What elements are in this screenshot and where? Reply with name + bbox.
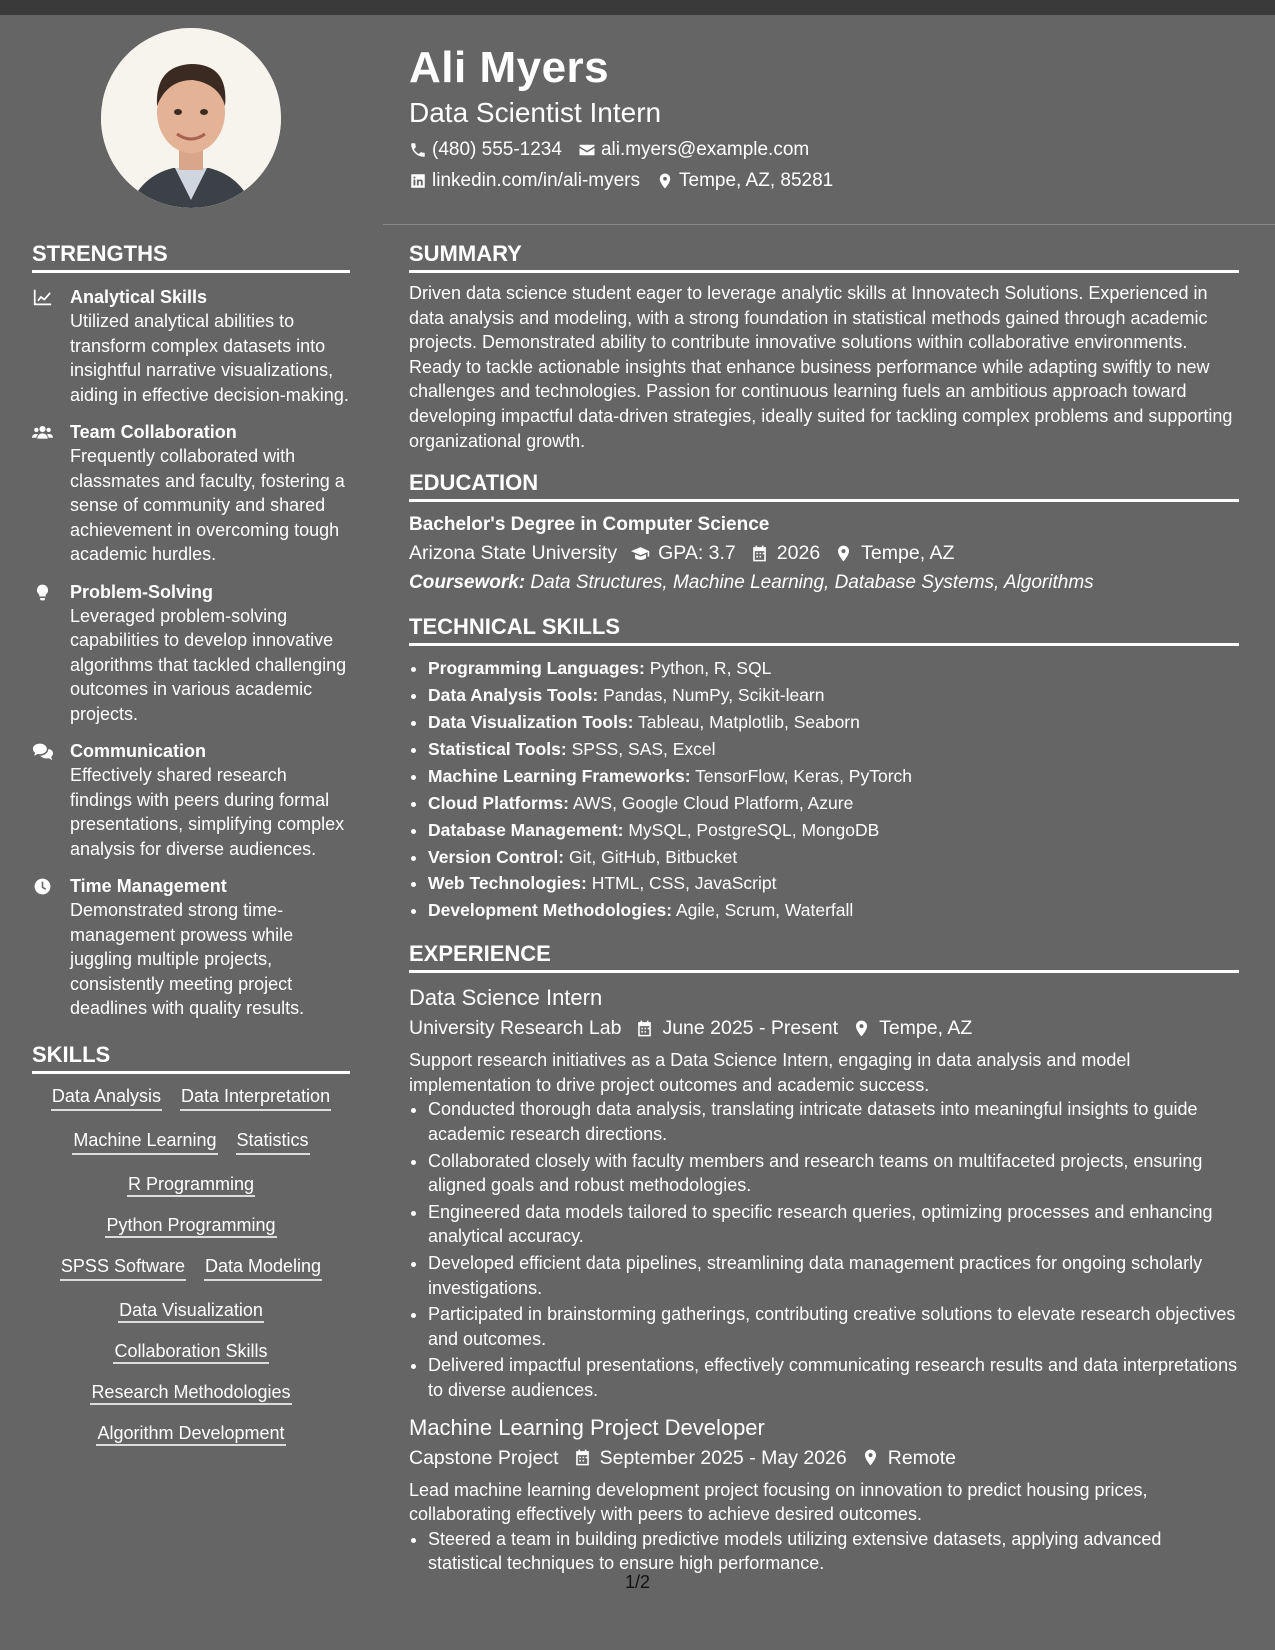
strength-title: Time Management (70, 876, 227, 896)
map-marker-icon (852, 1019, 871, 1038)
strength-desc: Demonstrated strong time-management prowess while juggling multiple projects, consistently meeting project deadlines with quality results. (70, 900, 305, 1018)
job-entry (409, 984, 1239, 1402)
tech-skill-value: Agile, Scrum, Waterfall (675, 900, 854, 921)
envelope-icon (578, 141, 596, 159)
tech-skill-label: Development Methodologies: (428, 900, 673, 921)
tech-skill-value: HTML, CSS, JavaScript (591, 873, 777, 894)
technical-skills-heading: TECHNICAL SKILLS (409, 611, 1239, 646)
list-item (428, 655, 1239, 682)
tech-skill-label: Web Technologies: (428, 873, 587, 894)
education-heading: EDUCATION (409, 467, 1239, 502)
lightbulb-icon (32, 583, 53, 602)
skill-tag-text: R Programming (127, 1174, 255, 1197)
strength-title: Problem-Solving (70, 581, 214, 602)
strength-item (32, 874, 350, 1021)
skill-tag: Data Modeling (204, 1254, 322, 1281)
strength-title: Analytical Skills (70, 287, 208, 307)
tech-skill-value: Git, GitHub, Bitbucket (569, 846, 738, 867)
tech-skill-label: Cloud Platforms: (428, 792, 569, 813)
strength-desc: Effectively shared research findings with peers during formal presentations, simplifying complex analysis for diverse audiences. (70, 765, 345, 859)
graduation-cap-icon (631, 544, 650, 563)
tech-skill-value: Python, R, SQL (649, 658, 772, 679)
map-marker-icon (834, 544, 853, 563)
top-bar (0, 0, 1275, 15)
tech-skill-label: Data Visualization Tools: (428, 711, 634, 732)
location-text: Tempe, AZ, 85281 (679, 170, 834, 191)
strengths-list (32, 285, 350, 1021)
tech-skill-label: Data Analysis Tools: (428, 685, 599, 706)
job-description: Support research initiatives as a Data Science Intern, engaging in data analysis and model implementation to drive project outcomes and academic success. (409, 1050, 1131, 1095)
job-title: Machine Learning Project Developer (409, 1414, 765, 1440)
map-marker-icon (861, 1448, 880, 1467)
job-title: Data Science Intern (409, 985, 603, 1011)
list-item: • Delivered impactful presentations, effectively communicating research results and data interpretations to diverse audiences. (428, 1353, 1239, 1402)
right-column (409, 238, 1239, 1578)
degree-title: Bachelor's Degree in Computer Science (409, 514, 770, 536)
list-item: • Collaborated closely with faculty members and research teams on multifaceted projects, ensuring aligned goals and robust methodologies. (428, 1149, 1239, 1198)
phone-text[interactable]: (480) 555-1234 (432, 139, 562, 160)
linkedin-link[interactable]: linkedin.com/in/ali-myers (432, 170, 641, 191)
list-item (428, 709, 1239, 736)
strength-item (32, 420, 350, 567)
gpa-text: GPA: 3.7 (658, 542, 736, 565)
skill-tag (36, 1421, 346, 1445)
contact-row-1 (409, 139, 1239, 161)
skills-list (32, 1084, 350, 1445)
tech-skill-label: Statistical Tools: (428, 738, 567, 759)
calendar-icon (573, 1448, 592, 1467)
strength-item (32, 580, 350, 727)
skill-tag: Data Interpretation (180, 1084, 331, 1111)
skill-tag-text: Research Methodologies (90, 1382, 291, 1405)
list-item: • Conducted thorough data analysis, translating intricate datasets into meaningful insights to guide academic research directions. (428, 1097, 1239, 1146)
strength-desc: Frequently collaborated with classmates and faculty, fostering a sense of community and shared achievement in overcoming tough academic hurdles. (70, 446, 345, 564)
strengths-heading: STRENGTHS (32, 238, 350, 273)
graduation-year: 2026 (776, 542, 821, 565)
tech-skill-label: Programming Languages: (428, 658, 645, 679)
job-org: University Research Lab (409, 1017, 622, 1040)
tech-skill-value: Pandas, NumPy, Scikit-learn (603, 685, 825, 706)
tech-skill-label: Database Management: (428, 819, 624, 840)
candidate-title: Data Scientist Intern (409, 97, 662, 128)
list-item (428, 763, 1239, 790)
left-column (32, 238, 350, 1445)
list-item (428, 897, 1239, 924)
education-location: Tempe, AZ (861, 542, 955, 565)
list-item (428, 844, 1239, 871)
candidate-name: Ali Myers (409, 43, 610, 92)
skill-tag: Data Analysis (51, 1084, 162, 1111)
skill-tag-text: Data Visualization (118, 1300, 264, 1323)
calendar-icon (750, 544, 769, 563)
job-bullets (409, 1527, 1239, 1576)
education-meta (409, 539, 1239, 567)
skill-tag: SPSS Software (60, 1254, 186, 1281)
chart-line-icon (32, 288, 53, 307)
list-item: • Engineered data models tailored to specific research queries, optimizing processes and enhancing analytical accuracy. (428, 1200, 1239, 1249)
skill-tag-text: Python Programming (105, 1215, 276, 1238)
email-item (578, 139, 809, 161)
skills-heading: SKILLS (32, 1039, 350, 1074)
contact-row-2 (409, 170, 1239, 192)
phone-item (409, 139, 562, 161)
job-description: Lead machine learning development project focusing on innovation to predict housing prices, collaborating effectively with peers to achieve desired outcomes. (409, 1479, 1148, 1525)
list-item (428, 682, 1239, 709)
job-meta (409, 1014, 1239, 1042)
school-name: Arizona State University (409, 542, 618, 565)
calendar-icon (635, 1019, 654, 1038)
job-entry (409, 1414, 1239, 1576)
tech-skill-label: Machine Learning Frameworks: (428, 765, 691, 786)
skill-tag (36, 1339, 346, 1363)
tech-skill-value: TensorFlow, Keras, PyTorch (695, 765, 913, 786)
summary-text: Driven data science student eager to leverage analytic skills at Innovatech Solutions. Experienced in data analysis and modeling, with a strong foundation in statistical methods gained through academic projects. Demonstrated ability to contribute innovative solutions within collaborative environments. Ready to tackle actionable insights that enhance business performance while adapting swiftly to new challenges and technologies. Passion for continuous learning fuels an ambitious approach toward developing impactful data-driven strategies, ideally suited for tackling complex problems and supporting organizational growth. (409, 283, 1233, 451)
skill-tag: Statistics (236, 1128, 310, 1155)
users-icon (32, 423, 53, 442)
job-dates: June 2025 - Present (662, 1017, 839, 1040)
job-meta (409, 1444, 1239, 1472)
phone-icon (409, 141, 427, 159)
resume-header (409, 40, 1239, 192)
list-item (428, 790, 1239, 817)
list-item (428, 870, 1239, 897)
tech-skill-value: AWS, Google Cloud Platform, Azure (572, 792, 854, 813)
skill-tag-text: Collaboration Skills (113, 1341, 268, 1364)
tech-skill-label: Version Control: (428, 846, 565, 867)
experience-heading: EXPERIENCE (409, 938, 1239, 973)
skill-tag (36, 1298, 346, 1322)
page-indicator: 1/2 (624, 1572, 651, 1592)
list-item (428, 817, 1239, 844)
email-link[interactable]: ali.myers@example.com (600, 139, 810, 160)
tech-skill-value: SPSS, SAS, Excel (571, 738, 716, 759)
list-item (428, 736, 1239, 763)
skill-tag (36, 1213, 346, 1237)
strength-title: Team Collaboration (70, 422, 237, 442)
location-item (656, 170, 833, 192)
summary-heading: SUMMARY (409, 238, 1239, 273)
comments-icon (32, 742, 53, 761)
profile-photo (101, 28, 281, 208)
skill-tag: Machine Learning (72, 1128, 217, 1155)
job-org: Capstone Project (409, 1446, 559, 1469)
strength-item (32, 285, 350, 407)
list-item: • Steered a team in building predictive models utilizing extensive datasets, applying advanced statistical techniques to ensure high performance. (428, 1527, 1239, 1576)
map-marker-icon (656, 172, 674, 190)
strength-desc: Utilized analytical abilities to transform complex datasets into insightful narrative visualizations, aiding in effective decision-making. (70, 311, 349, 405)
list-item: • Participated in brainstorming gatherings, contributing creative solutions to elevate research objectives and outcomes. (428, 1302, 1239, 1351)
job-location: Remote (887, 1446, 957, 1469)
skill-tag (36, 1172, 346, 1196)
job-dates: September 2025 - May 2026 (599, 1446, 847, 1469)
coursework-text: Data Structures, Machine Learning, Database Systems, Algorithms (530, 572, 1094, 594)
tech-skill-value: MySQL, PostgreSQL, MongoDB (628, 819, 880, 840)
header-divider (383, 224, 1275, 225)
coursework-line (409, 569, 1239, 597)
strength-desc: Leveraged problem-solving capabilities to develop innovative algorithms that tackled challenging outcomes in various academic projects. (70, 605, 347, 724)
technical-skills-list (409, 655, 1239, 924)
linkedin-icon (409, 172, 427, 190)
list-item: • Developed efficient data pipelines, streamlining data management practices for ongoing scholarly investigations. (428, 1251, 1239, 1300)
strength-title: Communication (70, 741, 207, 761)
job-location: Tempe, AZ (879, 1017, 973, 1040)
job-bullets (409, 1097, 1239, 1402)
strength-item (32, 739, 350, 861)
tech-skill-value: Tableau, Matplotlib, Seaborn (638, 711, 860, 732)
coursework-label: Coursework: (409, 572, 526, 594)
skill-tag-text: Algorithm Development (96, 1423, 285, 1446)
linkedin-item (409, 170, 640, 192)
clock-icon (32, 877, 53, 896)
skill-tag (36, 1380, 346, 1404)
